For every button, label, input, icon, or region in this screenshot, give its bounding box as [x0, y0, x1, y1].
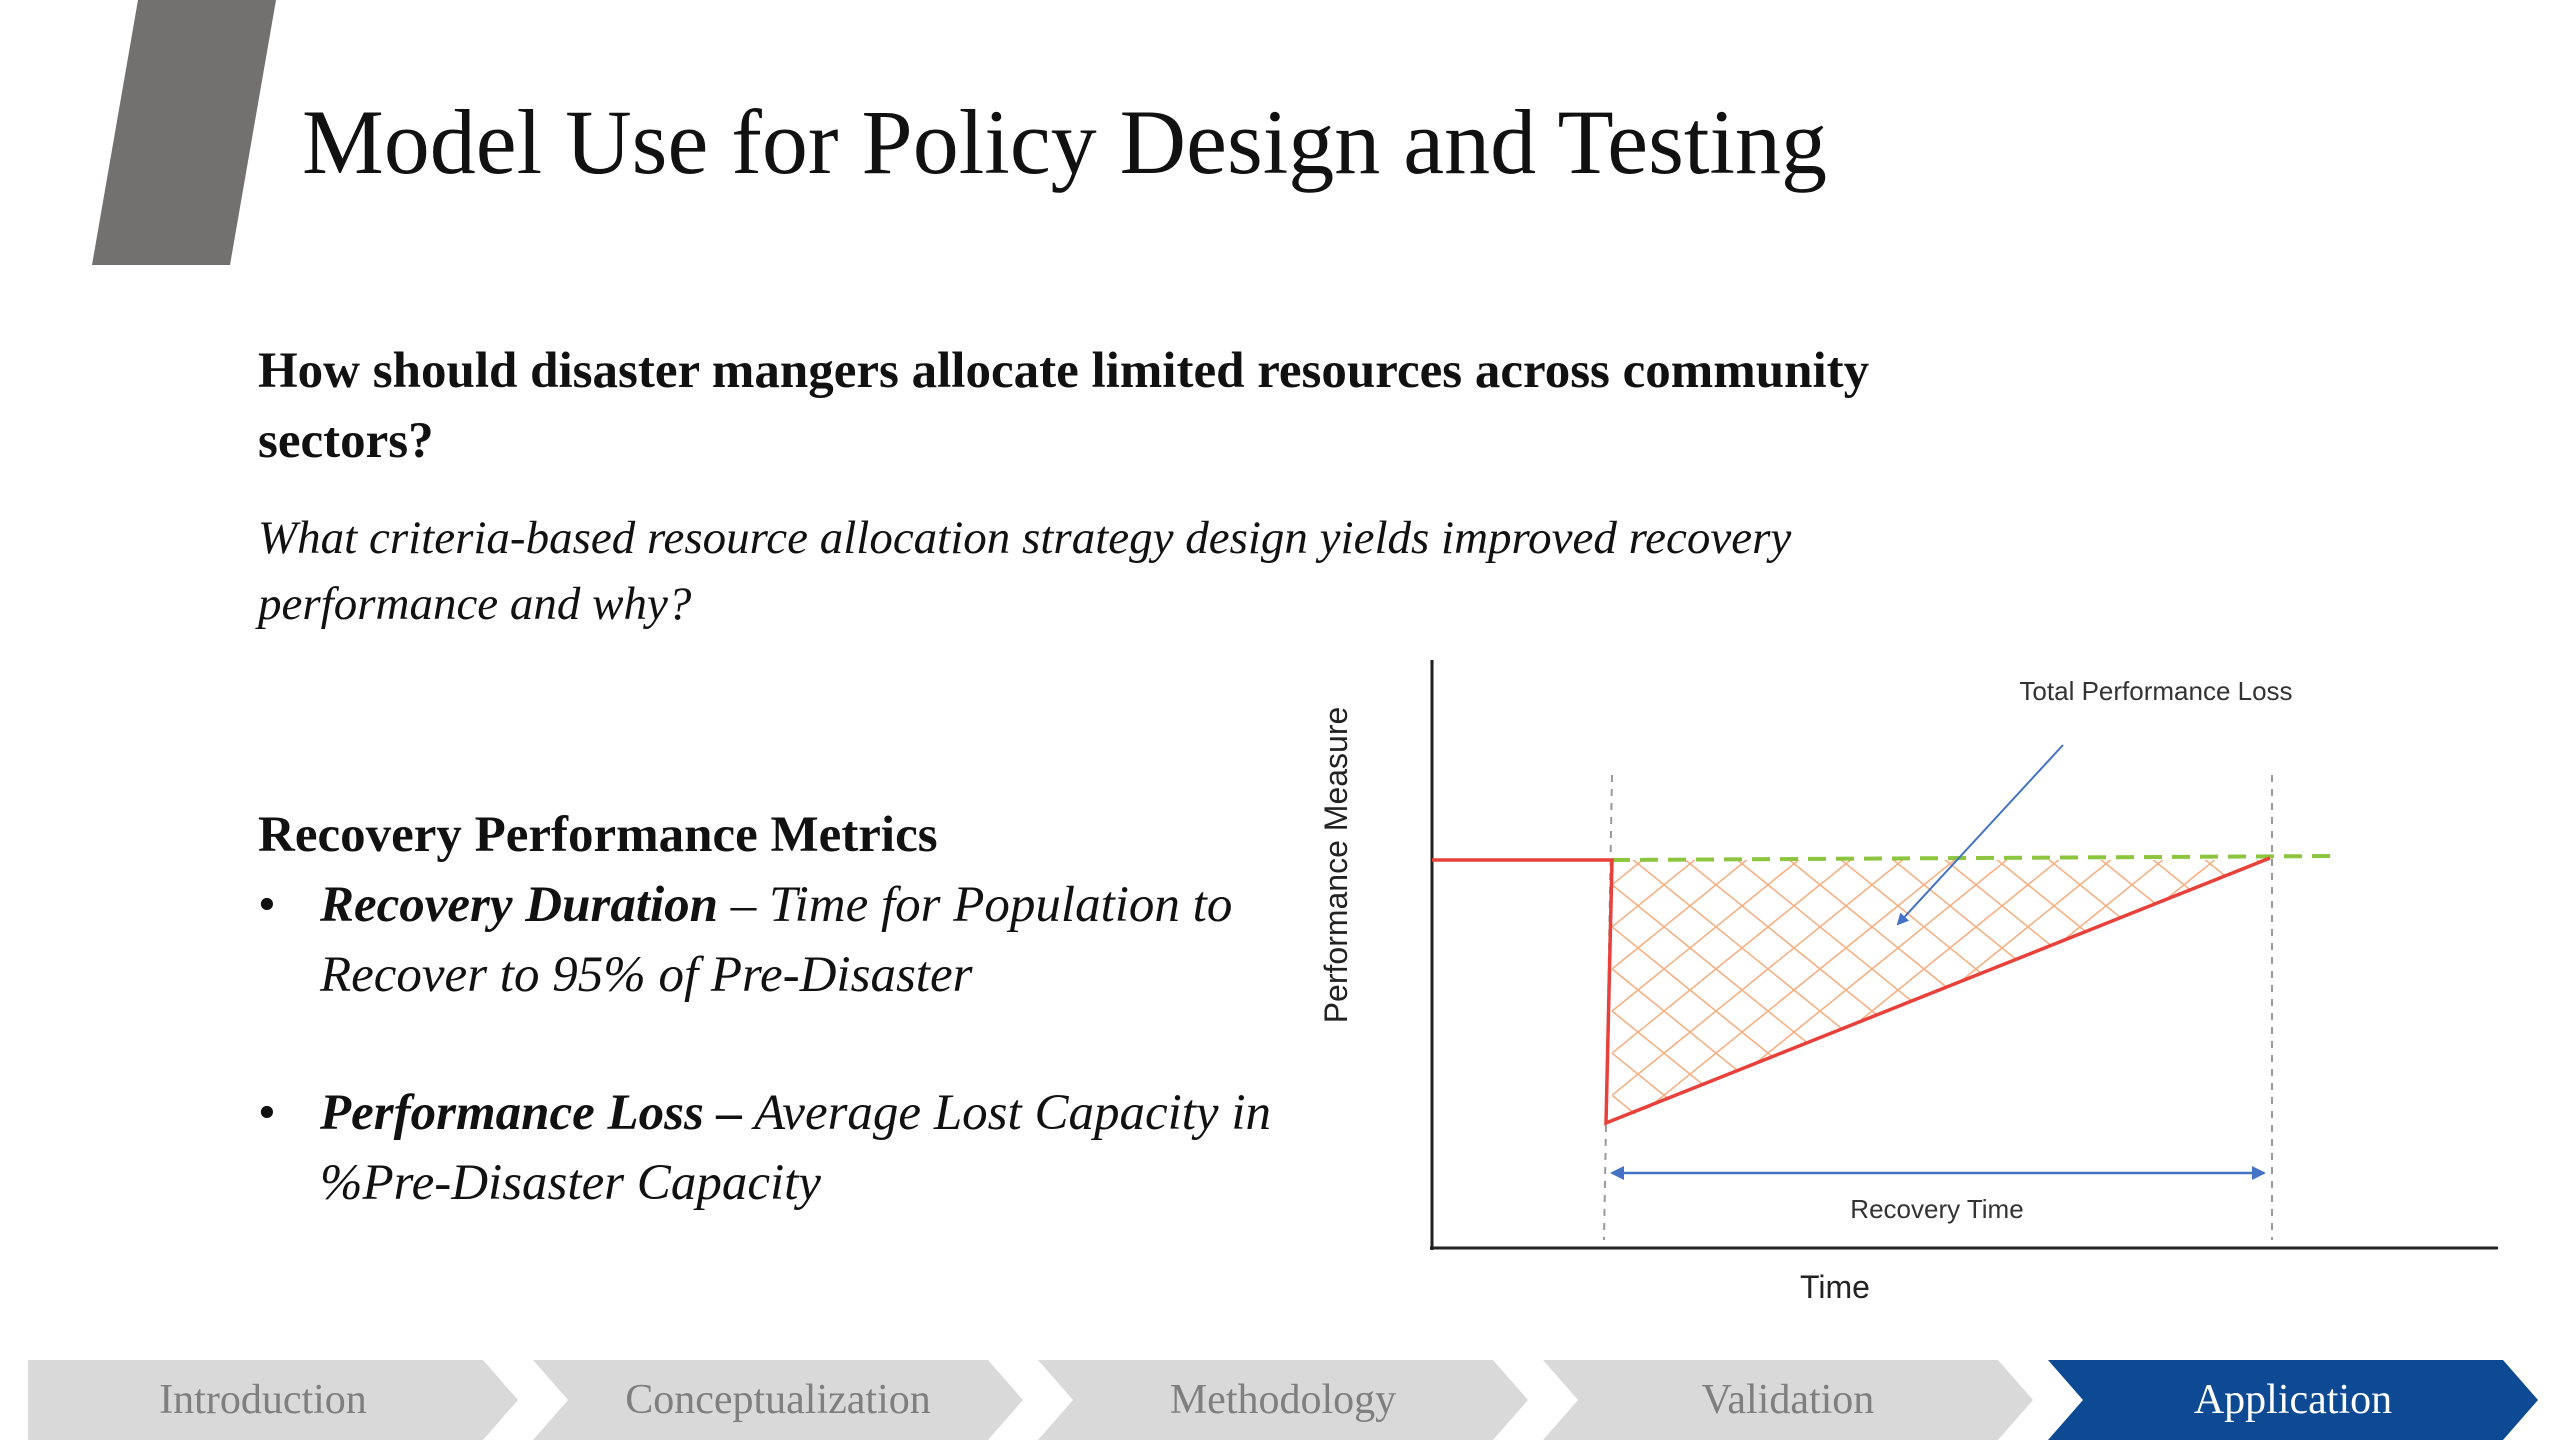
hatch-line	[1324, 820, 1744, 1160]
hatch-line	[2468, 820, 2500, 1160]
section-progress-bar	[0, 1360, 2560, 1440]
nav-step-application[interactable]	[2048, 1360, 2538, 1440]
hatch-line	[2364, 820, 2500, 1160]
metric-term: Recovery Duration	[320, 877, 719, 933]
hatch-line	[2468, 820, 2500, 1160]
hatch-line	[2104, 820, 2500, 1160]
nav-step-label: Introduction	[159, 1377, 367, 1423]
hatch-line	[1896, 820, 2316, 1160]
hatch-line	[1300, 820, 1692, 1160]
nav-step-validation[interactable]	[1543, 1360, 2033, 1440]
nav-step-conceptualization[interactable]	[533, 1360, 1023, 1440]
hatch-line	[2052, 820, 2472, 1160]
research-subquestion: What criteria-based resource allocation strategy design yields improved recovery performance and why?	[258, 512, 1792, 630]
loss-annotation-arrow	[1898, 745, 2063, 924]
hatch-line	[2416, 820, 2500, 1160]
hatch-line	[1376, 820, 1796, 1160]
hatch-line	[2364, 820, 2500, 1160]
bullet-dot: •	[258, 877, 276, 933]
nav-step-label: Conceptualization	[625, 1377, 931, 1423]
metric-separator: –	[718, 877, 770, 933]
hatch-line	[2000, 820, 2420, 1160]
hatch-line	[1300, 820, 1692, 1160]
performance-loss-hatch	[1300, 820, 2500, 1160]
hatch-line	[1480, 820, 1900, 1160]
metrics-heading: Recovery Performance Metrics	[258, 807, 938, 863]
research-question: How should disaster mangers allocate limited resources across community sectors?	[258, 343, 1870, 469]
hatch-line	[2260, 820, 2500, 1160]
performance-curve	[1432, 858, 2270, 1123]
hatch-line	[2156, 820, 2500, 1160]
nav-step-label: Application	[2193, 1377, 2393, 1423]
metric-separator	[742, 1085, 754, 1141]
loss-annotation-label: Total Performance Loss	[2019, 676, 2293, 706]
nav-step-label: Methodology	[1169, 1377, 1397, 1423]
metric-term: Performance Loss –	[320, 1085, 743, 1141]
hatch-line	[2312, 820, 2500, 1160]
hatch-line	[2104, 820, 2500, 1160]
decorative-slanted-bar	[0, 0, 290, 270]
metric-description: Average Lost Capacity in %Pre-Disaster Capacity	[320, 1085, 1271, 1211]
x-axis-label: Time	[1800, 1269, 1870, 1305]
bullet-text	[320, 1078, 1360, 1218]
y-axis-label: Performance Measure	[1318, 706, 1354, 1024]
hatch-line	[2260, 820, 2500, 1160]
nav-step-introduction[interactable]	[28, 1360, 518, 1440]
hatch-line	[2312, 820, 2500, 1160]
metric-description: Time for Population to Recover to 95% of Pre-Disaster	[320, 877, 1233, 1003]
hatch-line	[1532, 820, 1952, 1160]
nav-step-methodology[interactable]	[1038, 1360, 1528, 1440]
hatch-line	[2416, 820, 2500, 1160]
hatch-line	[2208, 820, 2500, 1160]
bullet-text	[320, 870, 1360, 1010]
bullet-dot: •	[258, 1085, 276, 1141]
resilience-triangle-diagram	[1300, 640, 2500, 1320]
hatch-line	[2156, 820, 2500, 1160]
hatch-line	[2208, 820, 2500, 1160]
hatch-line	[1948, 820, 2368, 1160]
recovery-time-label: Recovery Time	[1850, 1194, 2024, 1224]
nav-step-label: Validation	[1701, 1377, 1875, 1423]
pre-disaster-baseline	[1612, 856, 2340, 860]
slide-title: Model Use for Policy Design and Testing	[302, 91, 1828, 193]
